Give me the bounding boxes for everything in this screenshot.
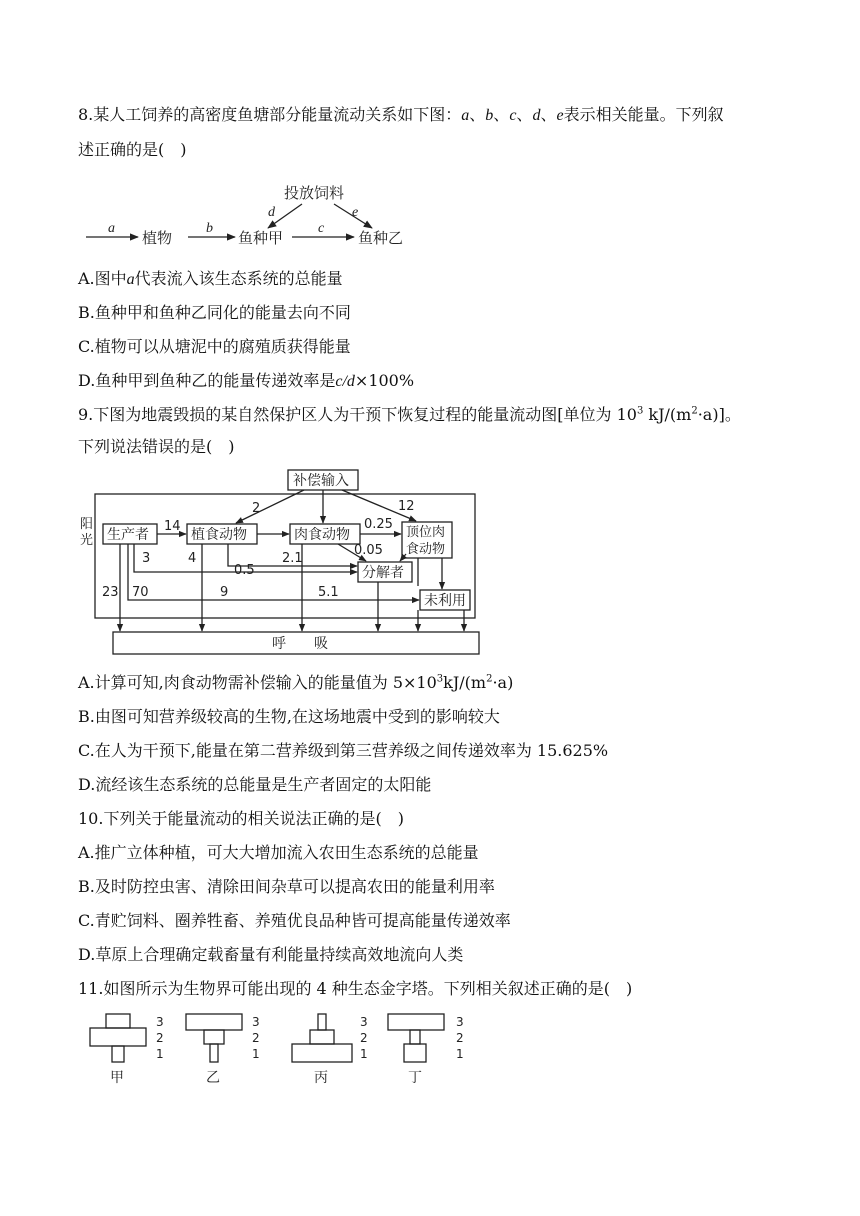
q11-pyramid-jia: [90, 1014, 164, 1086]
q9-sun-label-2: 光: [80, 533, 94, 548]
q8-option-c: C.植物可以从塘泥中的腐殖质获得能量: [78, 337, 351, 356]
q9-option-b: B.由图可知营养级较高的生物,在这场地震中受到的影响较大: [78, 707, 500, 726]
q8-stem-line2: 述正确的是( ): [78, 140, 187, 159]
q8-option-b: B.鱼种甲和鱼种乙同化的能量去向不同: [78, 303, 351, 322]
svg-text:1: 1: [360, 1047, 368, 1061]
q11-label-ding: 丁: [408, 1070, 422, 1086]
q8-fishB-label: 鱼种乙: [358, 229, 404, 247]
q11-label-yi: 乙: [206, 1070, 220, 1086]
svg-text:2: 2: [360, 1031, 368, 1045]
q8-option-a: A.图中a代表流入该生态系统的总能量: [78, 269, 343, 288]
q10-stem: 10.下列关于能量流动的相关说法正确的是( ): [78, 809, 404, 828]
q11-label-bing: 丙: [314, 1070, 328, 1086]
q11-label-jia: 甲: [110, 1070, 124, 1086]
q9-top-label-2: 食动物: [406, 542, 446, 557]
q9-comp-label: 补偿输入: [293, 473, 349, 489]
q9-stem-line1: 9.下图为地震毁损的某自然保护区人为干预下恢复过程的能量流动图[单位为 $10^3$ $kJ/(m^2\cdot a)$]。: [78, 405, 741, 424]
svg-text:3: 3: [456, 1015, 464, 1029]
q9-num-9: 9: [220, 585, 229, 600]
svg-text:1: 1: [156, 1047, 164, 1061]
q11-pyramids-figure: [86, 1010, 476, 1090]
q11-stem: 11.如图所示为生物界可能出现的 4 种生态金字塔。下列相关叙述正确的是( ): [78, 979, 633, 998]
q8-fishA-label: 鱼种甲: [238, 229, 284, 247]
svg-text:3: 3: [252, 1015, 260, 1029]
q9-sun-label-1: 阳: [80, 517, 94, 532]
q11-pyramid-ding: [388, 1014, 464, 1086]
q9-num-23: 23: [102, 585, 119, 600]
q9-unused-label: 未利用: [424, 593, 466, 609]
q9-energy-flow-diagram: [76, 466, 480, 658]
q9-option-d: D.流经该生态系统的总能量是生产者固定的太阳能: [78, 775, 432, 794]
q9-num-0-5: 0.5: [234, 563, 255, 578]
q9-num-0-05: 0.05: [354, 543, 383, 558]
q11-pyramid-yi: [186, 1014, 260, 1086]
q9-herbivore-label: 植食动物: [191, 527, 247, 543]
q9-producer-label: 生产者: [107, 527, 149, 543]
q9-num-12: 12: [398, 499, 415, 514]
svg-text:2: 2: [252, 1031, 260, 1045]
svg-text:1: 1: [252, 1047, 260, 1061]
q9-num-4: 4: [188, 551, 197, 566]
svg-text:1: 1: [456, 1047, 464, 1061]
q9-num-2: 2: [252, 501, 261, 516]
q11-pyramid-bing: [292, 1014, 368, 1086]
q8-label-a: a: [108, 221, 115, 236]
q9-num-14: 14: [164, 519, 181, 534]
q8-plant-label: 植物: [142, 229, 173, 247]
q8-label-b: b: [206, 221, 213, 236]
q8-option-d: D.鱼种甲到鱼种乙的能量传递效率是c/d×100%: [78, 371, 415, 390]
q9-respiration-box: [113, 632, 479, 654]
q9-top-label-1: 顶位肉: [406, 525, 446, 540]
svg-text:3: 3: [156, 1015, 164, 1029]
q9-resp-label-1: 呼: [272, 636, 286, 652]
q9-option-c: C.在人为干预下,能量在第二营养级到第三营养级之间传递效率为 15.625%: [78, 741, 609, 760]
q9-decomposer-label: 分解者: [362, 565, 404, 581]
q9-num-2-1: 2.1: [282, 551, 303, 566]
q9-num-70: 70: [132, 585, 149, 600]
q8-label-e: e: [352, 205, 359, 220]
svg-text:3: 3: [360, 1015, 368, 1029]
q9-resp-label-2: 吸: [314, 636, 328, 652]
q8-label-d: d: [268, 205, 275, 220]
q8-stem-line1: 8.某人工饲养的高密度鱼塘部分能量流动关系如下图：a、b、c、d、e表示相关能量。下列叙: [78, 105, 724, 124]
q9-option-a: A.计算可知,肉食动物需补偿输入的能量值为 $5\times 10^3kJ/(m^2\cdot a)$: [78, 673, 514, 692]
q9-carnivore-label: 肉食动物: [294, 527, 350, 543]
q9-num-5-1: 5.1: [318, 585, 339, 600]
q10-option-b: B.及时防控虫害、清除田间杂草可以提高农田的能量利用率: [78, 877, 495, 896]
q10-option-d: D.草原上合理确定载畜量有利能量持续高效地流向人类: [78, 945, 464, 964]
q9-num-3: 3: [142, 551, 151, 566]
q10-option-a: A.推广立体种植，可大大增加流入农田生态系统的总能量: [78, 843, 479, 862]
svg-text:2: 2: [456, 1031, 464, 1045]
q8-label-c: c: [318, 221, 325, 236]
q8-energy-flow-diagram: [80, 172, 420, 256]
q9-stem-line2: 下列说法错误的是( ): [78, 437, 235, 456]
q9-num-0-25: 0.25: [364, 517, 393, 532]
q8-feed-label: 投放饲料: [284, 184, 345, 202]
q10-option-c: C.青贮饲料、圈养牲畜、养殖优良品种皆可提高能量传递效率: [78, 911, 511, 930]
svg-text:2: 2: [156, 1031, 164, 1045]
